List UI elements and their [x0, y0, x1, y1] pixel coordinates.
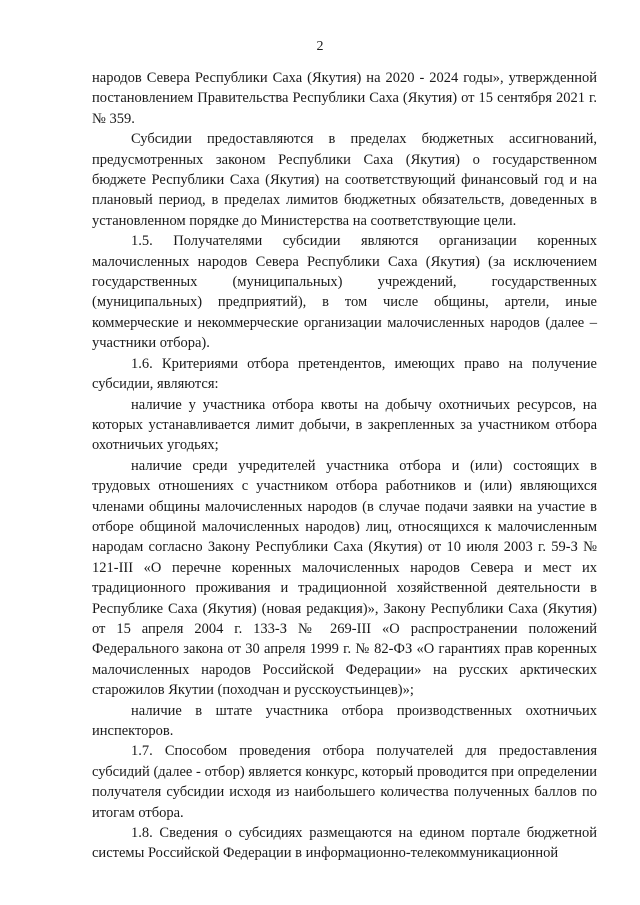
paragraph-criterion-inspectors: наличие в штате участника отбора производственных охотничьих инспекторов. [92, 702, 597, 739]
paragraph-1-5-recipients: 1.5. Получателями субсидии являются организации коренных малочисленных народов Севера Республики Саха (Якутия) (за исключением государственных (муниципальных) учреждений, государственных (муниципальных) предприятий), в том числе общины, артели, иные коммерческие и некоммерческие организации малочисленных народов (далее – участники отбора). [92, 233, 597, 352]
paragraph-1-6-criteria: 1.6. Критериями отбора претендентов, имеющих право на получение субсидии, являются: [92, 355, 597, 393]
page-number: 2 [316, 39, 324, 54]
paragraph-program-continuation: народов Севера Республики Саха (Якутия) на 2020 - 2024 годы», утвержденной постановлением Правительства Республики Саха (Якутия) от 15 сентября 2021 г. № 359. [92, 70, 597, 127]
paragraph-1-8-publication: 1.8. Сведения о субсидиях размещаются на едином портале бюджетной системы Российской Федерации в информационно-телекоммуникационной [92, 825, 597, 862]
document-body [92, 68, 597, 864]
paragraph-1-7-selection-method: 1.7. Способом проведения отбора получателей для предоставления субсидий (далее - отбор) является конкурс, который проводится при определении получателя субсидии исходя из наибольшего количества полученных баллов по итогам отбора. [92, 743, 597, 821]
paragraph-subsidy-limits: Субсидии предоставляются в пределах бюджетных ассигнований, предусмотренных законом Республики Саха (Якутия) о государственном бюджете Республики Саха (Якутия) на соответствующий финансовый год и на плановый период, в пределах лимитов бюджетных обязательств, доведенных в установленном порядке до Министерства на соответствующие цели. [92, 131, 597, 229]
paragraph-criterion-quota: наличие у участника отбора квоты на добычу охотничьих ресурсов, на которых устанавливается лимит добычи, в закрепленных за участником отбора охотничьих угодьях; [92, 396, 597, 454]
paragraph-criterion-indigenous-members: наличие среди учредителей участника отбора и (или) состоящих в трудовых отношениях с участником отбора работников и (или) являющихся членами общины малочисленных народов (в случае подачи заявки на участие в отборе общиной малочисленных народов) лиц, относящихся к малочисленным народам согласно Закону Республики Саха (Якутия) от 10 июля 2003 г. 59-З № 121-III «О перечне коренных малочисленных народов Севера и мест их традиционного проживания и традиционной хозяйственной деятельности в Республике Саха (Якутия) (новая редакция)», Закону Республики Саха (Якутия) от 15 апреля 2004 г. 133-З № 269-III «О распространении положений Федерального закона от 30 апреля 1999 г. № 82-ФЗ «О гарантиях прав коренных малочисленных народов Российской Федерации» на русских арктических старожилов Якутии (походчан и русскоустьинцев)»; [92, 457, 597, 699]
